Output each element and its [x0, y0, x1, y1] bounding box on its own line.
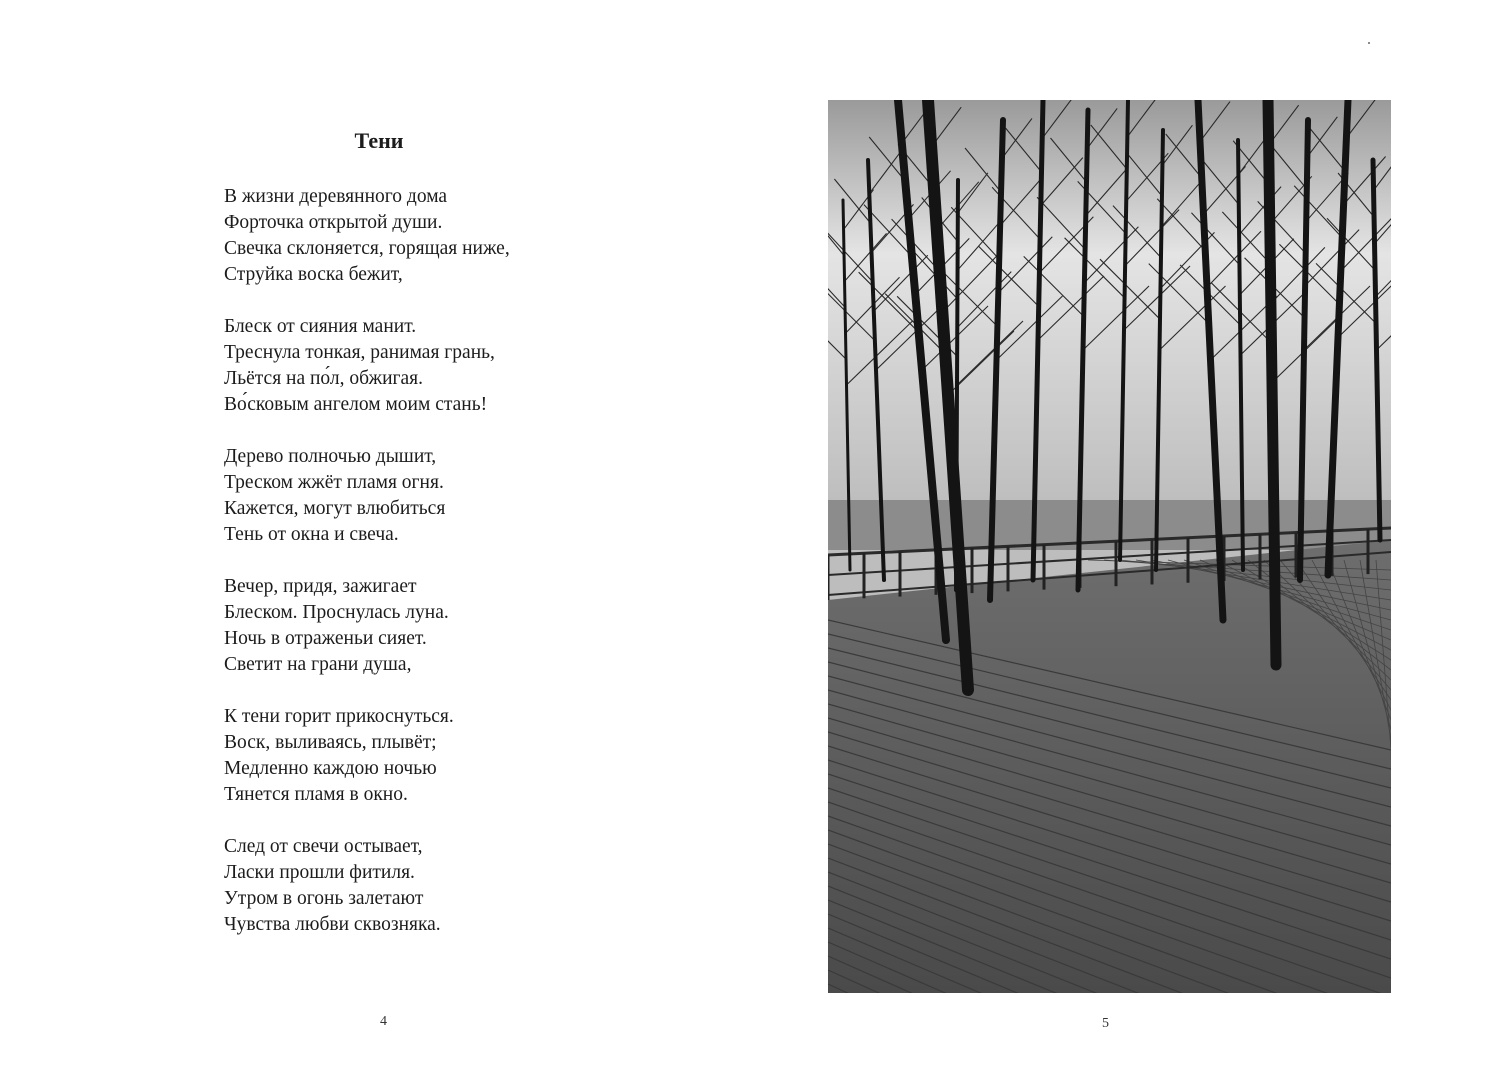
stanza	[224, 184, 664, 288]
poem-line: Тянется пламя в окно.	[224, 784, 408, 805]
poem-line: Свечка склоняется, горящая ниже,	[224, 238, 510, 259]
poem-line: Кажется, могут влюбиться	[224, 498, 446, 519]
poem-line: Струйка воска бежит,	[224, 264, 403, 285]
poem-line: Дерево полночью дышит,	[224, 446, 437, 467]
poem-line: След от свечи остывает,	[224, 836, 423, 857]
boardwalk-photo	[828, 100, 1391, 993]
poem-title: Тени	[354, 128, 404, 153]
poem-line: Треском жжёт пламя огня.	[224, 472, 444, 493]
poem-line: Воск, выливаясь, плывёт;	[224, 732, 437, 753]
poem-line: Вечер, придя, зажигает	[224, 576, 417, 597]
poem-body	[224, 184, 664, 964]
stanza	[224, 314, 664, 418]
stanza	[224, 834, 664, 938]
scan-speck	[1368, 42, 1370, 44]
poem-line: Форточка открытой души.	[224, 212, 443, 233]
tree-trunk	[956, 180, 958, 590]
page-number-left: 4	[380, 1014, 387, 1029]
poem-line: Чувства любви сквозняка.	[224, 914, 441, 935]
stanza	[224, 704, 664, 808]
poem-line: Ласки прошли фитиля.	[224, 862, 415, 883]
right-page	[746, 0, 1492, 1080]
page-number-right: 5	[1102, 1016, 1109, 1031]
poem-line: Утром в огонь залетают	[224, 888, 424, 909]
poem-line: Медленно каждою ночью	[224, 758, 437, 779]
poem-line: Блеск от сияния манит.	[224, 316, 417, 337]
stanza	[224, 574, 664, 678]
poem-line: Во́сковым ангелом моим стань!	[224, 394, 488, 415]
poem-line: Ночь в отраженьи сияет.	[224, 628, 427, 649]
poem-line: Треснула тонкая, ранимая грань,	[224, 342, 495, 363]
poem-line: Блеском. Проснулась луна.	[224, 602, 449, 623]
poem-line: Светит на грани душа,	[224, 654, 412, 675]
poem-line: Льётся на по́л, обжигая.	[224, 368, 423, 389]
boardwalk-photo-image	[828, 100, 1391, 993]
poem-line: Тень от окна и свеча.	[224, 524, 399, 545]
poem-line: К тени горит прикоснуться.	[224, 706, 454, 727]
stanza	[224, 444, 664, 548]
poem-line: В жизни деревянного дома	[224, 186, 448, 207]
